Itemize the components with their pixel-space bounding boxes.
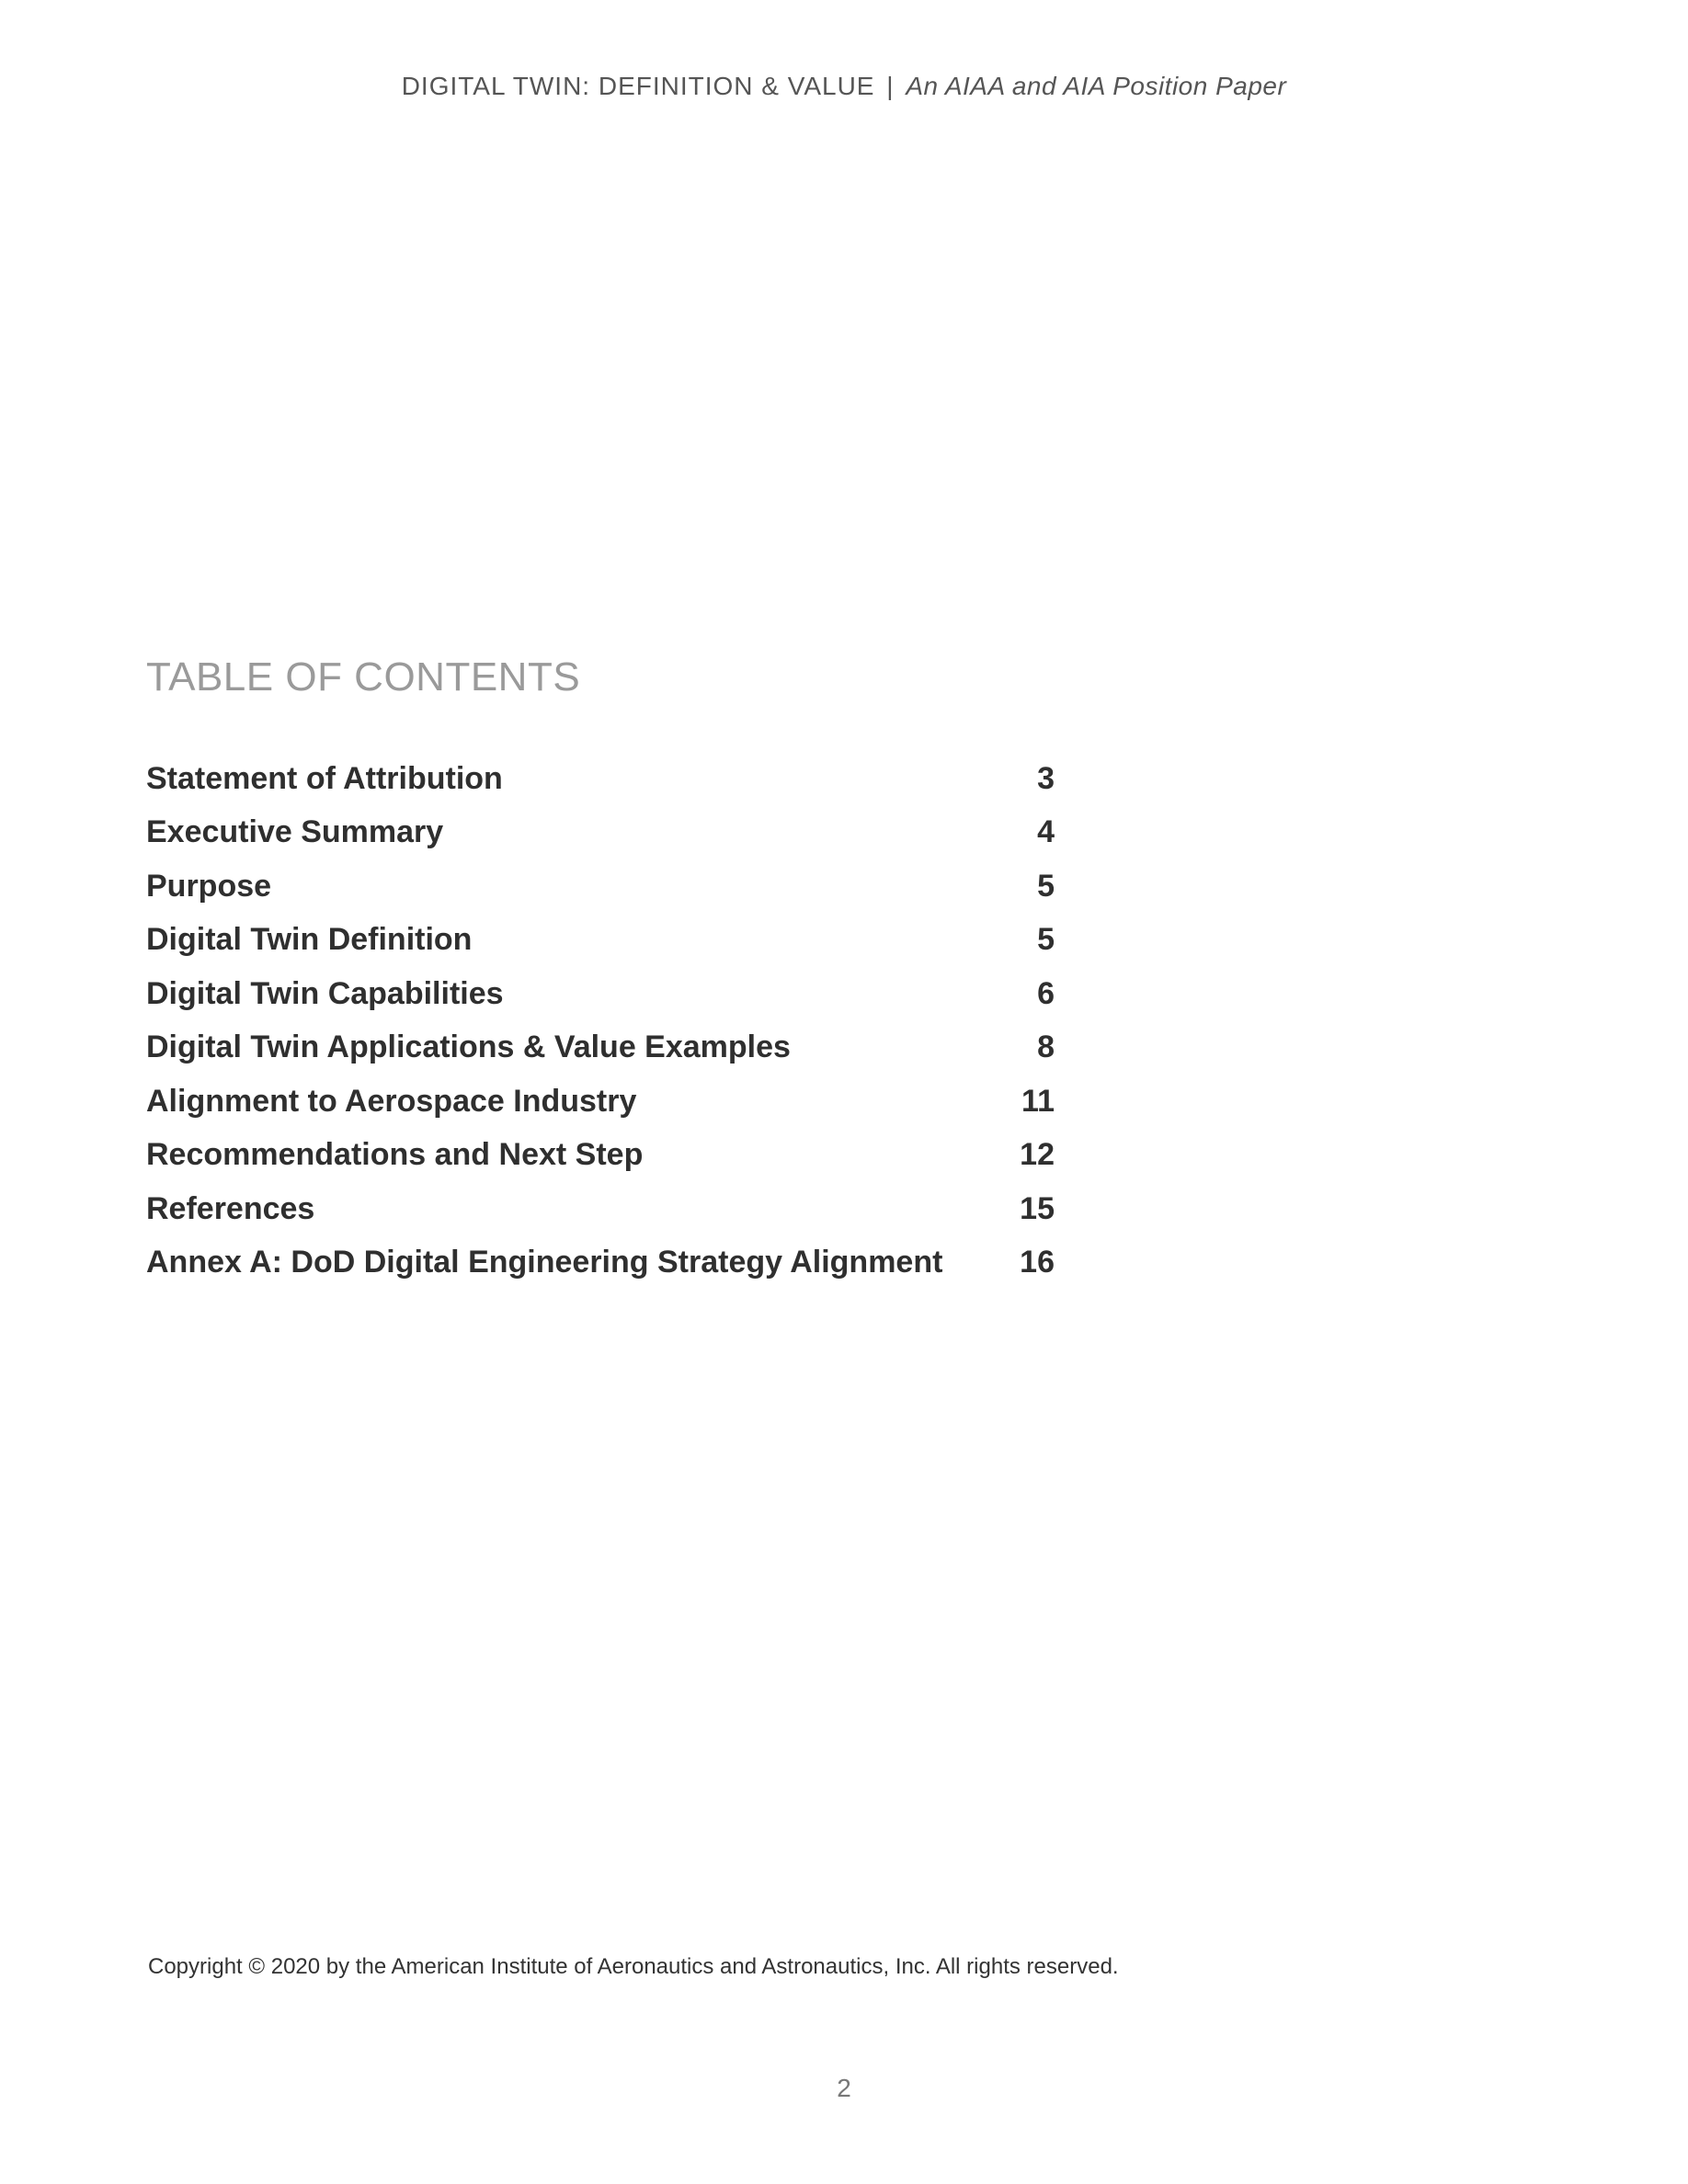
toc-entry-label: References xyxy=(146,1190,315,1226)
toc-entry-label: Alignment to Aerospace Industry xyxy=(146,1083,637,1119)
running-header xyxy=(0,72,1688,101)
toc-entry[interactable] xyxy=(146,1236,1055,1291)
toc-entry-page: 5 xyxy=(1037,868,1055,904)
toc-entry[interactable] xyxy=(146,1129,1055,1183)
toc-entry-page: 11 xyxy=(1021,1083,1055,1119)
toc-entry-page: 3 xyxy=(1037,760,1055,796)
header-title: DIGITAL TWIN: DEFINITION & VALUE xyxy=(401,72,875,100)
copyright-notice: Copyright © 2020 by the American Institute of Aeronautics and Astronautics, Inc. All rights reserved. xyxy=(148,1954,1119,1979)
toc-entry-label: Executive Summary xyxy=(146,814,444,850)
toc-entry-label: Statement of Attribution xyxy=(146,760,503,796)
toc-entry[interactable] xyxy=(146,967,1055,1021)
toc-entry-label: Purpose xyxy=(146,868,272,904)
toc-entry[interactable] xyxy=(146,914,1055,968)
table-of-contents xyxy=(146,752,1055,1290)
toc-entry[interactable] xyxy=(146,859,1055,914)
toc-entry[interactable] xyxy=(146,1075,1055,1129)
toc-entry[interactable] xyxy=(146,1021,1055,1075)
toc-entry-page: 5 xyxy=(1037,922,1055,958)
toc-entry-label: Digital Twin Definition xyxy=(146,922,473,958)
toc-entry-page: 6 xyxy=(1037,975,1055,1011)
toc-entry[interactable] xyxy=(146,806,1055,860)
toc-entry[interactable] xyxy=(146,1182,1055,1236)
toc-entry-page: 12 xyxy=(1020,1137,1055,1173)
toc-entry-page: 4 xyxy=(1037,814,1055,850)
toc-entry-page: 15 xyxy=(1020,1190,1055,1226)
toc-entry-page: 8 xyxy=(1037,1029,1055,1065)
toc-entry-label: Digital Twin Applications & Value Examples xyxy=(146,1029,791,1065)
toc-entry-label: Digital Twin Capabilities xyxy=(146,975,504,1011)
header-separator: | xyxy=(886,72,895,100)
toc-entry[interactable] xyxy=(146,752,1055,806)
toc-entry-label: Recommendations and Next Step xyxy=(146,1137,644,1173)
page-number: 2 xyxy=(837,2074,851,2102)
toc-entry-label: Annex A: DoD Digital Engineering Strategy Alignment xyxy=(146,1245,943,1280)
toc-entry-page: 16 xyxy=(1020,1245,1055,1280)
toc-heading: TABLE OF CONTENTS xyxy=(146,654,581,700)
header-subtitle: An AIAA and AIA Position Paper xyxy=(906,72,1287,100)
